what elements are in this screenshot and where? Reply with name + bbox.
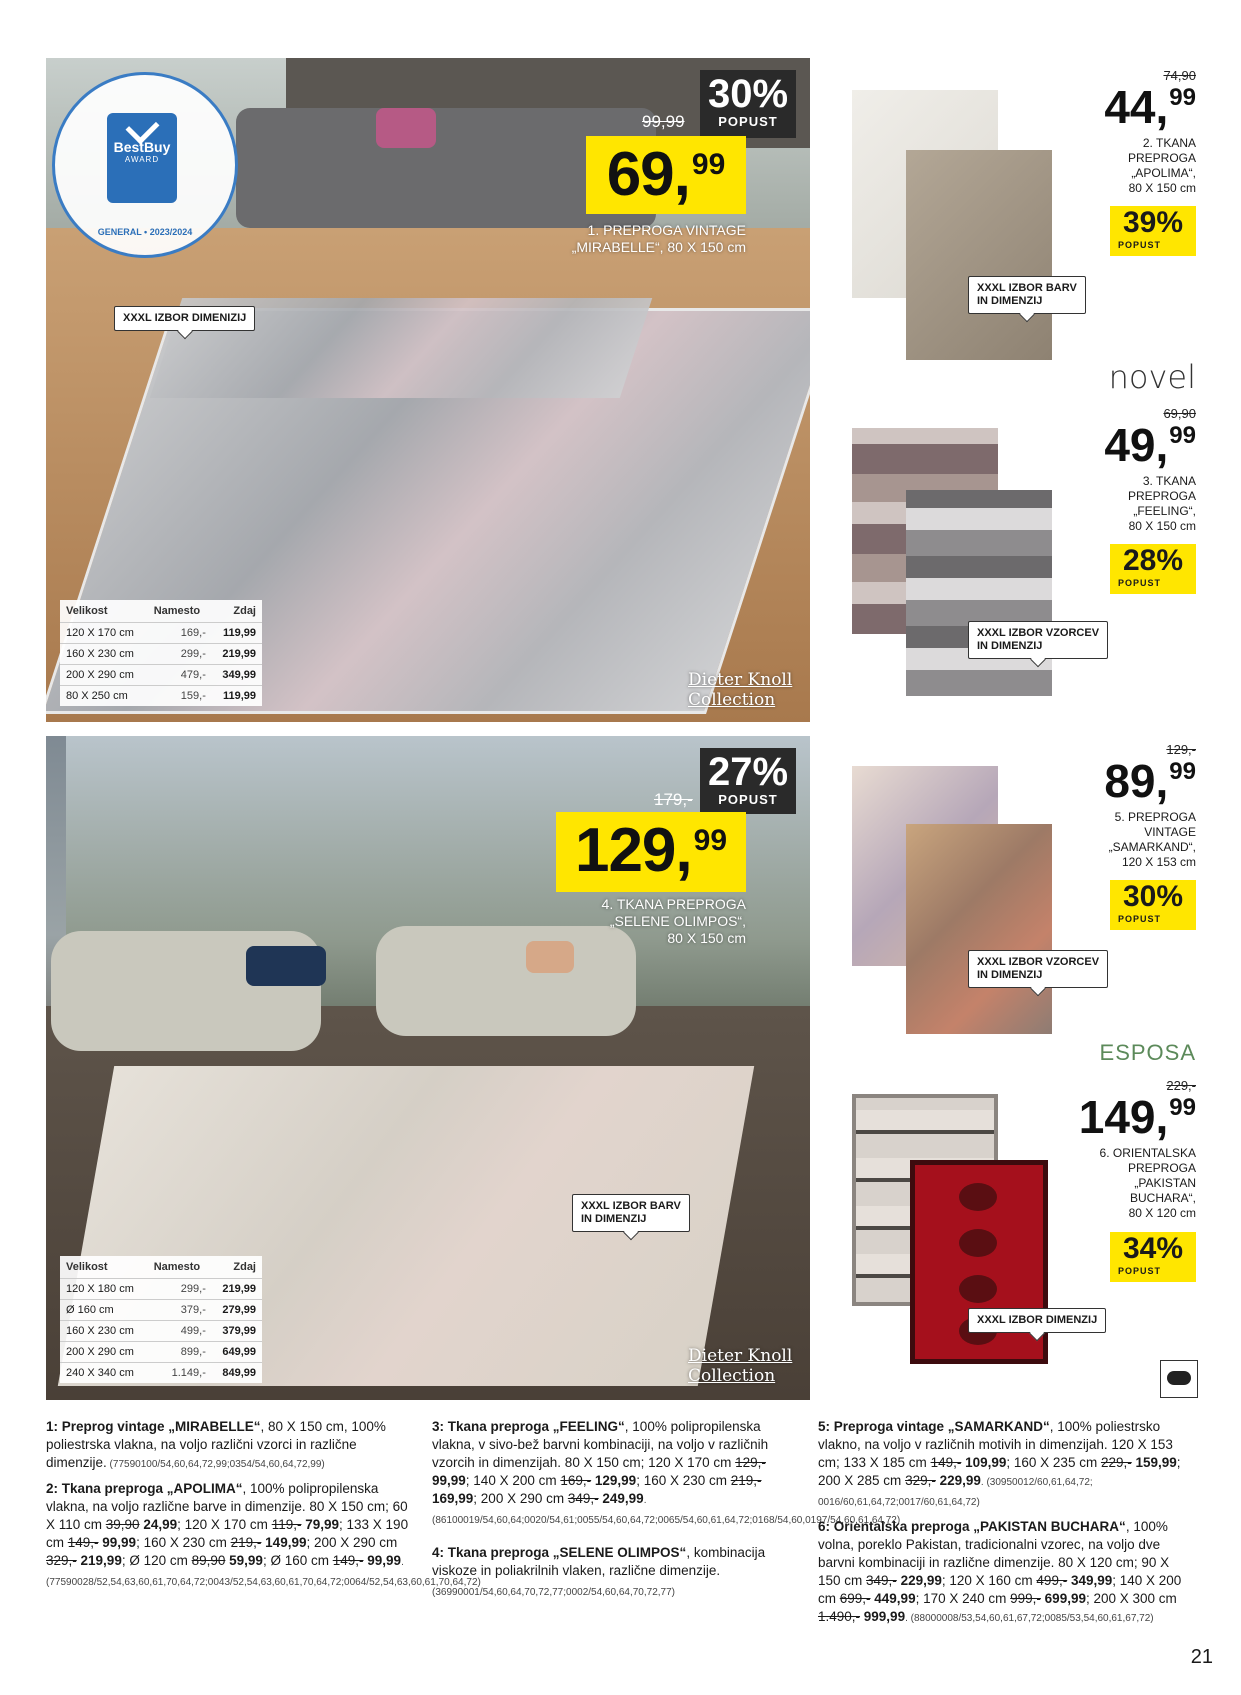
size-table-1 [60, 600, 262, 706]
throw-blanket [246, 946, 326, 986]
new-value: 999,99 [860, 1609, 906, 1624]
cell-size: 80 X 250 cm [60, 686, 148, 707]
callout-line: IN DIMENZIJ [581, 1213, 647, 1225]
old-value: 499,- [1036, 1573, 1068, 1588]
cell-new: 849,99 [212, 1363, 262, 1384]
collection-line: Collection [688, 690, 776, 710]
table-row [60, 1321, 262, 1342]
col-header: Zdaj [233, 1261, 256, 1273]
brand-esposa: ESPOSA [1099, 1040, 1196, 1065]
caption-line: „SELENE OLIMPOS“, [609, 913, 746, 929]
callout-p2 [968, 276, 1086, 314]
callout-colors-dimensions [572, 1194, 690, 1232]
old-price: 229,- [1166, 1078, 1196, 1093]
item-code: . (30950012/60,61,64,72; 0016/60,61,64,72;0017/60,61,64,72) [818, 1477, 1093, 1508]
discount-box-1 [700, 70, 796, 138]
item-body: , 100% volna, poreklo Pakistan, tradicionalni vzorec, na voljo dve barvni kombinaciji in različne dimenzije. 80 X 120 cm; 90 X 150 cm [818, 1519, 1170, 1588]
description-item-6 [818, 1518, 1188, 1628]
item-body: , 100% polipropilenska vlakna, na voljo različne barve in dimenzije. 80 X 150 cm; 60 X 110 cm [46, 1481, 408, 1532]
discount-p5 [1110, 880, 1196, 930]
cell-new: 649,99 [212, 1342, 262, 1363]
col-header: Zdaj [233, 605, 256, 617]
discount-p3 [1110, 544, 1196, 594]
product-image-feeling-2 [906, 490, 1052, 696]
new-value: 129,99 [591, 1473, 637, 1488]
brand-novel: novel [1108, 358, 1196, 396]
old-value: 999,- [1010, 1591, 1041, 1606]
caption-line: „FEELING“, [1133, 504, 1196, 518]
collection-line: Collection [688, 1366, 776, 1386]
table-row [60, 1279, 262, 1300]
item-body: , 100% polipropilenska vlakna, v sivo-bež barvni kombinaciji, na voljo v različnih vzorcih in dimenzijah. 80 X 150 cm; 120 X 170 cm [432, 1419, 769, 1470]
item-title: 2: Tkana preproga „APOLIMA“ [46, 1481, 243, 1496]
size: ; 140 X 200 cm [818, 1573, 1182, 1606]
item-title: 5: Preproga vintage „SAMARKAND“ [818, 1419, 1050, 1434]
size: ; 160 X 230 cm [136, 1535, 231, 1550]
cell-new: 119,99 [212, 623, 262, 644]
size: ; Ø 120 cm [121, 1553, 192, 1568]
item-body: , 100% poliestrsko vlakno, na voljo v različnih motivih in dimenzijah. 120 X 153 cm; 133 X 185 cm [818, 1419, 1173, 1470]
caption-p3 [1066, 474, 1196, 534]
price-p6 [1078, 1091, 1196, 1143]
size-table-2 [60, 1256, 262, 1383]
table-header [60, 600, 262, 623]
discount-label: POPUST [718, 114, 778, 129]
old-price: 74,90 [1163, 68, 1196, 83]
size: ; 160 X 235 cm [1006, 1455, 1101, 1470]
caption-line: „APOLIMA“, [1131, 166, 1196, 180]
description-column-3 [818, 1418, 1188, 1628]
old-value: 229,- [1100, 1455, 1132, 1470]
table-row [60, 1363, 262, 1384]
table-row [60, 644, 262, 665]
new-value: 79,99 [301, 1517, 340, 1532]
bestbuy-logo [107, 113, 177, 203]
price-integer: 44, [1104, 81, 1169, 133]
size: ; 200 X 290 cm [473, 1491, 568, 1506]
cell-old: 299,- [148, 644, 212, 665]
new-value: 149,99 [261, 1535, 307, 1550]
old-value: 149,- [67, 1535, 99, 1550]
caption-p2 [1066, 136, 1196, 196]
callout-line: XXXL IZBOR VZORCEV [977, 627, 1100, 639]
caption-line: PREPROGA [1127, 489, 1196, 503]
old-value: 329,- [46, 1553, 77, 1568]
new-value: 699,99 [1040, 1591, 1086, 1606]
caption-line: „SAMARKAND“, [1108, 840, 1196, 854]
table-row [60, 1342, 262, 1363]
cell-size: 200 X 290 cm [60, 1342, 148, 1363]
size: ; 200 X 290 cm [306, 1535, 398, 1550]
old-price: 69,90 [1163, 406, 1196, 421]
item-code: (36990001/54,60,64,70,72,77;0002/54,60,64,70,72,77) [432, 1587, 675, 1598]
caption-p6 [1066, 1146, 1196, 1221]
old-value: 219,- [730, 1473, 762, 1488]
cell-old: 499,- [148, 1321, 212, 1342]
cell-new: 219,99 [212, 1279, 262, 1300]
item-code: . (86100019/54,60,64;0020/54,61;0055/54,60,64,72;0065/54,60,61,64,72;0168/54,60,0197/54,60,61,64,72) [432, 1495, 901, 1526]
callout-p5 [968, 950, 1108, 988]
discount-value: 34% [1122, 1232, 1184, 1265]
cell-old: 1.149,- [148, 1363, 212, 1384]
description-item-5 [818, 1418, 1188, 1512]
size: ; 133 X 190 cm [46, 1517, 409, 1550]
caption-line: 4. TKANA PREPROGA [601, 896, 746, 912]
old-value: 699,- [839, 1591, 871, 1606]
col-header: Velikost [66, 1261, 108, 1273]
caption-line: 80 X 150 cm [1128, 519, 1196, 533]
discount-p2 [1110, 206, 1196, 256]
item-title: 6: Orientalska preproga „PAKISTAN BUCHARA“ [818, 1519, 1126, 1534]
product-image-apolima-brown [906, 150, 1052, 360]
caption-line: „MIRABELLE“, 80 X 150 cm [571, 239, 746, 255]
discount-label: POPUST [718, 792, 778, 807]
size: ; 120 X 160 cm [941, 1573, 1037, 1588]
discount-value: 28% [1122, 544, 1184, 577]
cell-new: 349,99 [212, 665, 262, 686]
description-column-2 [432, 1418, 901, 1602]
price-integer: 49, [1104, 419, 1169, 471]
item-body: , kombinacija viskoze in poliakrilnih vlaken, različne dimenzije. [432, 1545, 766, 1578]
cell-old: 159,- [148, 686, 212, 707]
item-code: . (77590028/52,54,63,60,61,70,64,72;0043/52,54,63,60,61,70,64,72;0064/52,54,63,60,61,70,64,72) [46, 1557, 481, 1588]
cell-size: Ø 160 cm [60, 1300, 148, 1321]
price-decimal: 99 [1169, 84, 1196, 111]
collection-label-1 [688, 670, 792, 710]
caption-line: 80 X 120 cm [1128, 1206, 1196, 1220]
price-decimal: 99 [1169, 422, 1196, 449]
cell-size: 120 X 170 cm [60, 623, 148, 644]
callout-line: IN DIMENZIJ [977, 969, 1043, 981]
price-p2 [1104, 81, 1196, 133]
caption-line: 2. TKANA [1142, 136, 1196, 150]
description-item-3 [432, 1418, 901, 1530]
new-value: 449,99 [870, 1591, 916, 1606]
new-value: 99,99 [363, 1553, 402, 1568]
discount-value: 30% [707, 72, 789, 116]
cell-size: 240 X 340 cm [60, 1363, 148, 1384]
old-value: 119,- [271, 1517, 302, 1532]
table-header [60, 1256, 262, 1279]
new-value: 349,99 [1067, 1573, 1113, 1588]
new-value: 219,99 [76, 1553, 122, 1568]
cell-size: 200 X 290 cm [60, 665, 148, 686]
new-value: 229,99 [896, 1573, 942, 1588]
caption-line: 1. PREPROGA VINTAGE [587, 222, 746, 238]
cell-size: 120 X 180 cm [60, 1279, 148, 1300]
callout-line: IN DIMENZIJ [977, 295, 1043, 307]
callout-p3 [968, 621, 1108, 659]
cell-old: 479,- [148, 665, 212, 686]
badge-sub: AWARD [124, 155, 160, 164]
item-body: , 80 X 150 cm, 100% poliestrska vlakna, na voljo različni vzorci in različne dimenzije. [46, 1419, 386, 1470]
new-value: 229,99 [935, 1473, 981, 1488]
callout-line: XXXL IZBOR VZORCEV [977, 956, 1100, 968]
wool-mark-icon [1160, 1360, 1198, 1398]
caption-line: PREPROGA [1127, 151, 1196, 165]
old-value: 1.490,- [818, 1609, 861, 1624]
discount-p6 [1110, 1232, 1196, 1282]
price-decimal: 99 [1169, 758, 1196, 785]
price-box-1 [586, 136, 746, 214]
callout-line: XXXL IZBOR BARV [977, 282, 1077, 294]
cell-new: 119,99 [212, 686, 262, 707]
col-header: Velikost [66, 605, 108, 617]
price-integer: 149, [1078, 1091, 1169, 1143]
collection-line: Dieter Knoll [688, 1346, 793, 1366]
price-integer: 69, [606, 140, 690, 209]
item-title: 4: Tkana preproga „SELENE OLIMPOS“ [432, 1545, 687, 1560]
discount-label: POPUST [1118, 914, 1162, 924]
cell-old: 899,- [148, 1342, 212, 1363]
size: ; 200 X 285 cm [818, 1455, 1181, 1488]
old-value: 149,- [332, 1553, 364, 1568]
old-value: 39,90 [105, 1517, 140, 1532]
size: ; Ø 160 cm [262, 1553, 333, 1568]
old-value: 329,- [905, 1473, 936, 1488]
col-header: Namesto [153, 605, 201, 617]
size: ; 140 X 200 cm [465, 1473, 561, 1488]
discount-value: 27% [707, 750, 789, 794]
callout-p6: XXXL IZBOR DIMENZIJ [968, 1308, 1106, 1333]
bestbuy-award-badge [52, 72, 238, 258]
caption-line: 6. ORIENTALSKA [1099, 1146, 1196, 1160]
old-value: 349,- [866, 1573, 897, 1588]
size: ; 200 X 300 cm [1085, 1591, 1177, 1606]
old-value: 129,- [735, 1455, 766, 1470]
new-value: 99,99 [432, 1473, 466, 1488]
description-item-1 [46, 1418, 416, 1474]
pillow [376, 108, 436, 148]
caption-line: PREPROGA [1127, 1161, 1196, 1175]
cell-old: 169,- [148, 623, 212, 644]
old-value: 89,90 [191, 1553, 226, 1568]
table-row [60, 686, 262, 707]
discount-value: 30% [1122, 880, 1184, 913]
cell-new: 379,99 [212, 1321, 262, 1342]
price-integer: 89, [1104, 755, 1169, 807]
discount-value: 39% [1122, 206, 1184, 239]
price-decimal: 99 [1169, 1094, 1196, 1121]
caption-line: 5. PREPROGA [1114, 810, 1196, 824]
table-row [60, 665, 262, 686]
new-value: 99,99 [98, 1535, 137, 1550]
callout-line: IN DIMENZIJ [977, 640, 1043, 652]
cell-size: 160 X 230 cm [60, 644, 148, 665]
caption-line: 80 X 150 cm [667, 930, 746, 946]
old-value: 149,- [930, 1455, 962, 1470]
caption-line: 80 X 150 cm [1128, 181, 1196, 195]
table-row [60, 623, 262, 644]
caption-p5 [1066, 810, 1196, 870]
discount-box-2 [700, 748, 796, 814]
cell-new: 279,99 [212, 1300, 262, 1321]
new-value: 24,99 [139, 1517, 178, 1532]
table-row [60, 1300, 262, 1321]
badge-category: GENERAL • 2023/2024 [97, 227, 193, 237]
badge-brand: BestBuy [113, 139, 171, 155]
caption-line: 120 X 153 cm [1121, 855, 1196, 869]
page-number: 21 [1190, 1646, 1213, 1668]
price-decimal: 99 [691, 148, 726, 181]
caption-line: 3. TKANA [1142, 474, 1196, 488]
price-integer: 129, [574, 816, 692, 885]
collection-line: Dieter Knoll [688, 670, 793, 690]
collection-label-2 [688, 1346, 792, 1386]
cell-old: 299,- [148, 1279, 212, 1300]
item-code: . (88000008/53,54,60,61,67,72;0085/53,54,60,61,67,72) [905, 1613, 1154, 1624]
price-p3 [1104, 419, 1196, 471]
item-title: 1: Preprog vintage „MIRABELLE“ [46, 1419, 261, 1434]
new-value: 249,99 [598, 1491, 644, 1506]
old-value: 349,- [567, 1491, 599, 1506]
old-price: 179,- [654, 790, 693, 809]
caption-line: VINTAGE [1144, 825, 1196, 839]
cell-old: 379,- [148, 1300, 212, 1321]
callout-dimensions: XXXL IZBOR DIMENIZIJ [114, 306, 255, 331]
size: ; 170 X 240 cm [915, 1591, 1011, 1606]
cell-new: 219,99 [212, 644, 262, 665]
old-value: 219,- [230, 1535, 262, 1550]
col-header: Namesto [153, 1261, 201, 1273]
product-image-samarkand-2 [906, 824, 1052, 1034]
size: ; 160 X 230 cm [636, 1473, 731, 1488]
old-value: 169,- [560, 1473, 592, 1488]
item-code: (77590100/54,60,64,72,99;0354/54,60,64,72,99) [106, 1459, 325, 1470]
new-value: 59,99 [225, 1553, 263, 1568]
old-price: 99,99 [642, 112, 685, 131]
cell-size: 160 X 230 cm [60, 1321, 148, 1342]
discount-label: POPUST [1118, 240, 1162, 250]
price-p5 [1104, 755, 1196, 807]
item-title: 3: Tkana preproga „FEELING“ [432, 1419, 625, 1434]
product-caption-4 [520, 896, 746, 947]
caption-line: „PAKISTAN [1134, 1176, 1196, 1190]
new-value: 109,99 [961, 1455, 1007, 1470]
product-caption-1 [500, 222, 746, 256]
description-item-4 [432, 1544, 802, 1602]
new-value: 169,99 [432, 1491, 474, 1506]
caption-line: BUCHARA“, [1129, 1191, 1196, 1205]
product-image-buchara-red [910, 1160, 1048, 1364]
callout-line: XXXL IZBOR BARV [581, 1200, 681, 1212]
price-decimal: 99 [693, 824, 728, 857]
price-box-2 [556, 812, 746, 892]
new-value: 159,99 [1131, 1455, 1177, 1470]
discount-label: POPUST [1118, 578, 1162, 588]
size: ; 120 X 170 cm [177, 1517, 272, 1532]
discount-label: POPUST [1118, 1266, 1162, 1276]
old-price: 129,- [1166, 742, 1196, 757]
